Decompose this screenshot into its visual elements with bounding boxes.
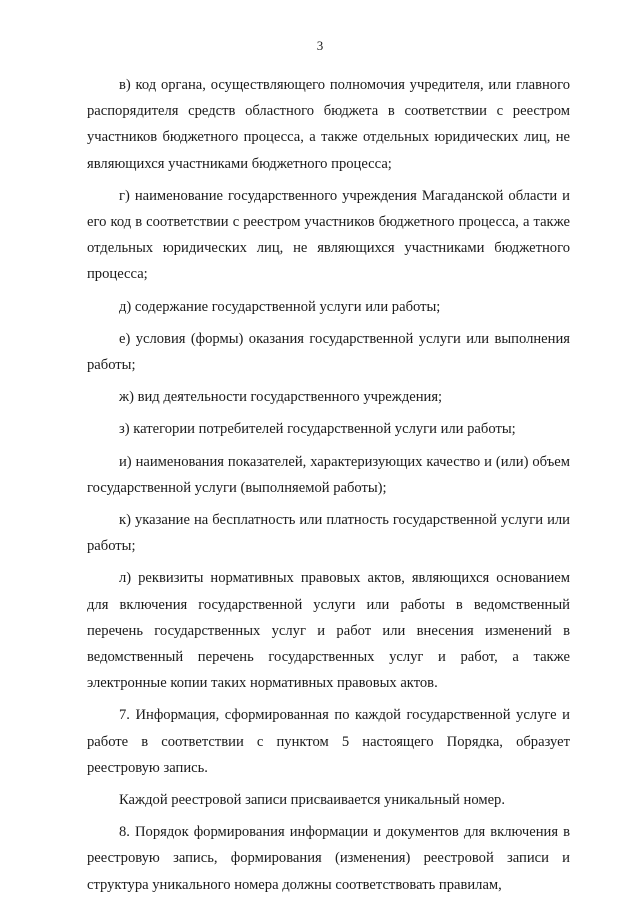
paragraph-section-7: 7. Информация, сформированная по каждой государственной услуге и работе в соответствии с пунктом 5 настоящего Порядка, образует реестровую запись. <box>87 707 570 776</box>
paragraph-item-zh: ж) вид деятельности государственного учреждения; <box>119 389 443 406</box>
paragraph-item-d: д) содержание государственной услуги или работы; <box>119 298 441 315</box>
paragraph-section-8: 8. Порядок формирования информации и документов для включения в реестровую запись, формирования (изменения) реестровой записи и структура уникального номера должны соответствовать правилам, <box>87 824 570 893</box>
paragraph-item-z: з) категории потребителей государственной услуги или работы; <box>119 421 516 438</box>
paragraph-item-i: и) наименования показателей, характеризующих качество и (или) объем государственной услуги (выполняемой работы); <box>87 453 570 496</box>
paragraph-item-l: л) реквизиты нормативных правовых актов, являющихся основанием для включения государственной услуги или работы в ведомственный перечень государственных услуг и работ или внесения изменений в ведомственный перечень государственных услуг и работ, а также электронные копии таких нормативных правовых актов. <box>87 570 570 692</box>
paragraph-item-v: в) код органа, осуществляющего полномочия учредителя, или главного распорядителя средств областного бюджета в соответствии с реестром участников бюджетного процесса, а также отдельных юридических лиц, не являющихся участниками бюджетного процесса; <box>87 77 570 172</box>
paragraph-item-e: е) условия (формы) оказания государственной услуги или выполнения работы; <box>87 330 570 374</box>
paragraph-unique-number: Каждой реестровой записи присваивается уникальный номер. <box>119 792 505 809</box>
paragraph-item-g: г) наименование государственного учреждения Магаданской области и его код в соответствии с реестром участников бюджетного процесса, а также отдельных юридических лиц, не являющихся участниками бюджетного процесса; <box>87 187 570 283</box>
document-body <box>87 72 570 904</box>
paragraph-item-k: к) указание на бесплатность или платность государственной услуги или работы; <box>87 512 570 555</box>
page-number: 3 <box>316 38 324 53</box>
